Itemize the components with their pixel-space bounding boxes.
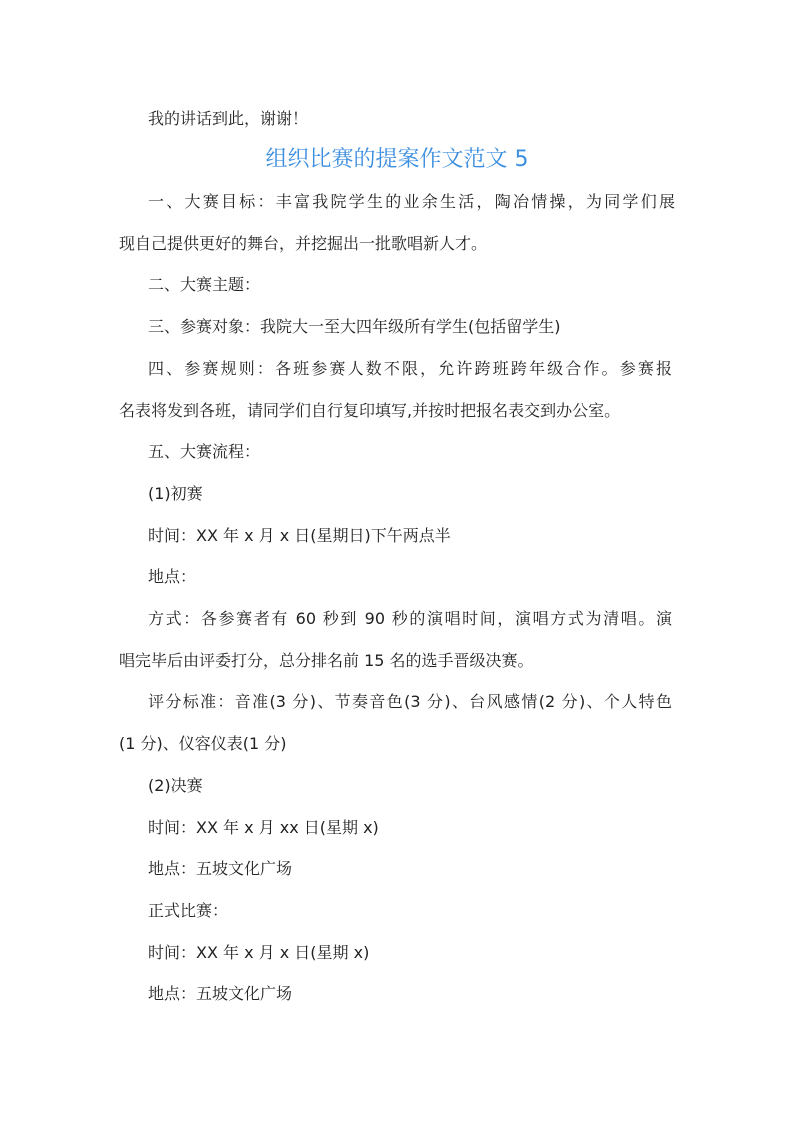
- paragraph-goal-line-1: 一、大赛目标：丰富我院学生的业余生活，陶冶情操，为同学们展: [148, 192, 675, 211]
- paragraph-final-heading: (2)决赛: [148, 776, 203, 795]
- paragraph-final-time: 时间：XX 年 x 月 xx 日(星期 x): [148, 818, 379, 837]
- paragraph-format-line-2: 唱完毕后由评委打分，总分排名前 15 名的选手晋级决赛。: [119, 651, 534, 670]
- closing-line: 我的讲话到此，谢谢！: [148, 109, 309, 128]
- paragraph-rules-line-1: 四、参赛规则：各班参赛人数不限，允许跨班跨年级合作。参赛报: [148, 359, 672, 378]
- paragraph-format-line-1: 方式：各参赛者有 60 秒到 90 秒的演唱时间，演唱方式为清唱。演: [148, 609, 672, 628]
- paragraph-official-time: 时间：XX 年 x 月 x 日(星期 x): [148, 943, 370, 962]
- paragraph-official-heading: 正式比赛：: [148, 901, 229, 920]
- paragraph-official-location: 地点：五坡文化广场: [148, 984, 293, 1003]
- paragraph-preliminary-location: 地点：: [148, 567, 197, 586]
- paragraph-final-location: 地点：五坡文化广场: [148, 859, 293, 878]
- document-title: 组织比赛的提案作文范文 5: [265, 147, 529, 172]
- paragraph-scoring-line-1: 评分标准：音准(3 分)、节奏音色(3 分)、台风感情(2 分)、个人特色: [148, 692, 672, 711]
- paragraph-theme: 二、大赛主题：: [148, 275, 261, 294]
- paragraph-process: 五、大赛流程：: [148, 442, 261, 461]
- paragraph-goal-line-2: 现自己提供更好的舞台，并挖掘出一批歌唱新人才。: [119, 234, 488, 253]
- paragraph-preliminary-heading: (1)初赛: [148, 484, 203, 503]
- paragraph-participants: 三、参赛对象：我院大一至大四年级所有学生(包括留学生): [148, 317, 561, 336]
- paragraph-preliminary-time: 时间：XX 年 x 月 x 日(星期日)下午两点半: [148, 526, 451, 545]
- paragraph-rules-line-2: 名表将发到各班，请同学们自行复印填写,并按时把报名表交到办公室。: [119, 401, 621, 420]
- paragraph-scoring-line-2: (1 分)、仪容仪表(1 分): [119, 734, 287, 753]
